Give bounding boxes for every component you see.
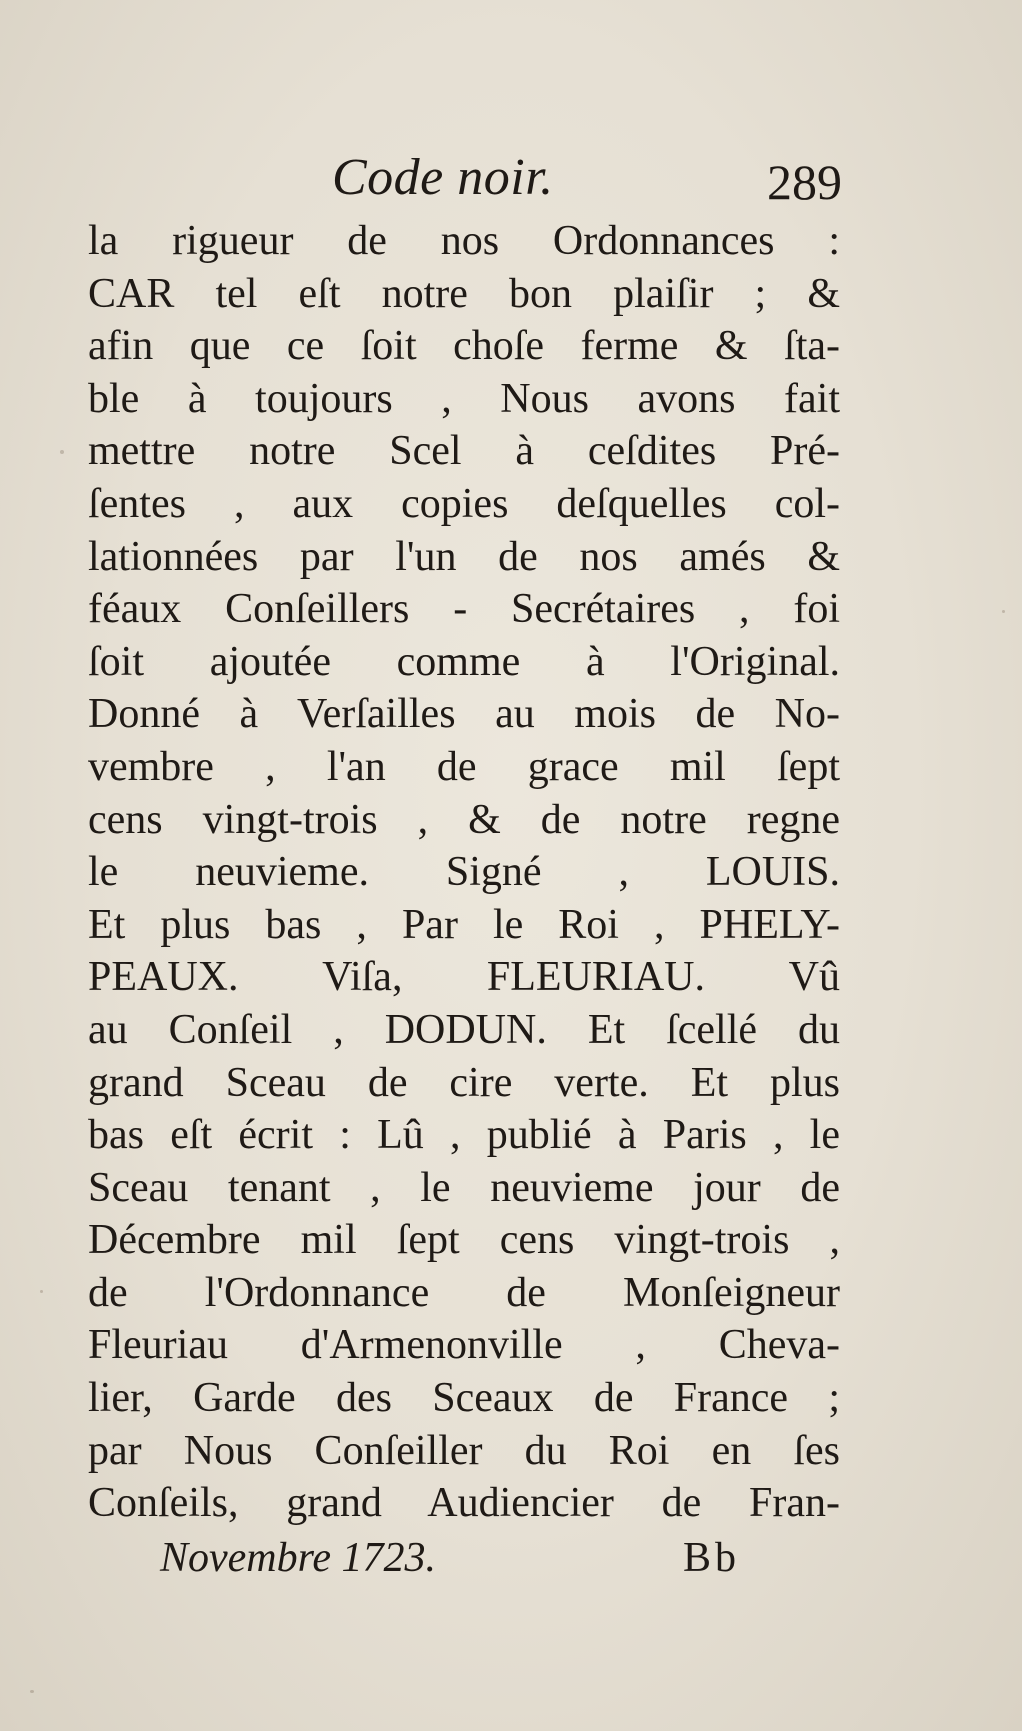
text-line: le neuvieme. Signé , LOUIS. <box>88 849 840 896</box>
signature-date: Novembre 1723. <box>160 1535 437 1581</box>
ink-speck <box>30 1690 34 1693</box>
page-footer <box>160 1528 740 1588</box>
text-line: afin que ce ſoit choſe ferme & ſta- <box>88 323 840 370</box>
text-line: CAR tel eſt notre bon plaiſir ; & <box>88 270 840 317</box>
text-line: par Nous Conſeiller du Roi en ſes <box>88 1427 840 1474</box>
text-line: bas eſt écrit : Lû , publié à Paris , le <box>88 1112 840 1159</box>
text-line: ſentes , aux copies deſquelles col- <box>88 480 840 527</box>
text-line: au Conſeil , DODUN. Et ſcellé du <box>88 1006 840 1053</box>
text-line: ſoit ajoutée comme à l'Original. <box>88 638 840 685</box>
text-line: Fleuriau d'Armenonville , Cheva- <box>88 1322 840 1369</box>
text-line: grand Sceau de cire verte. Et plus <box>88 1059 840 1106</box>
text-line: mettre notre Scel à ceſdites Pré- <box>88 428 840 475</box>
text-line: Et plus bas , Par le Roi , PHELY- <box>88 901 840 948</box>
text-line: la rigueur de nos Ordonnances : <box>88 218 840 264</box>
text-line: féaux Conſeillers - Secrétaires , foi <box>88 586 840 633</box>
text-line: Conſeils, grand Audiencier de Fran- <box>88 1480 840 1527</box>
signature-mark: Bb <box>682 1535 740 1581</box>
text-line: Sceau tenant , le neuvieme jour de <box>88 1164 840 1211</box>
text-line: de l'Ordonnance de Monſeigneur <box>88 1269 840 1316</box>
ink-speck <box>40 1290 43 1293</box>
ink-speck <box>60 450 64 454</box>
text-line: lier, Garde des Sceaux de France ; <box>88 1375 840 1422</box>
page-number: 289 <box>767 154 842 210</box>
text-line: vembre , l'an de grace mil ſept <box>88 743 840 790</box>
ink-speck <box>1002 610 1005 613</box>
text-line: ble à toujours , Nous avons fait <box>88 375 840 422</box>
text-line: Donné à Verſailles au mois de No- <box>88 691 840 738</box>
body-text <box>88 215 840 1530</box>
text-line: PEAUX. Viſa, FLEURIAU. Vû <box>88 954 840 1001</box>
text-line: Décembre mil ſept cens vingt-trois , <box>88 1217 840 1264</box>
text-line: cens vingt-trois , & de notre regne <box>88 796 840 843</box>
running-title: Code noir. <box>332 149 554 206</box>
page-header <box>92 148 842 208</box>
text-line: lationnées par l'un de nos amés & <box>88 533 840 580</box>
